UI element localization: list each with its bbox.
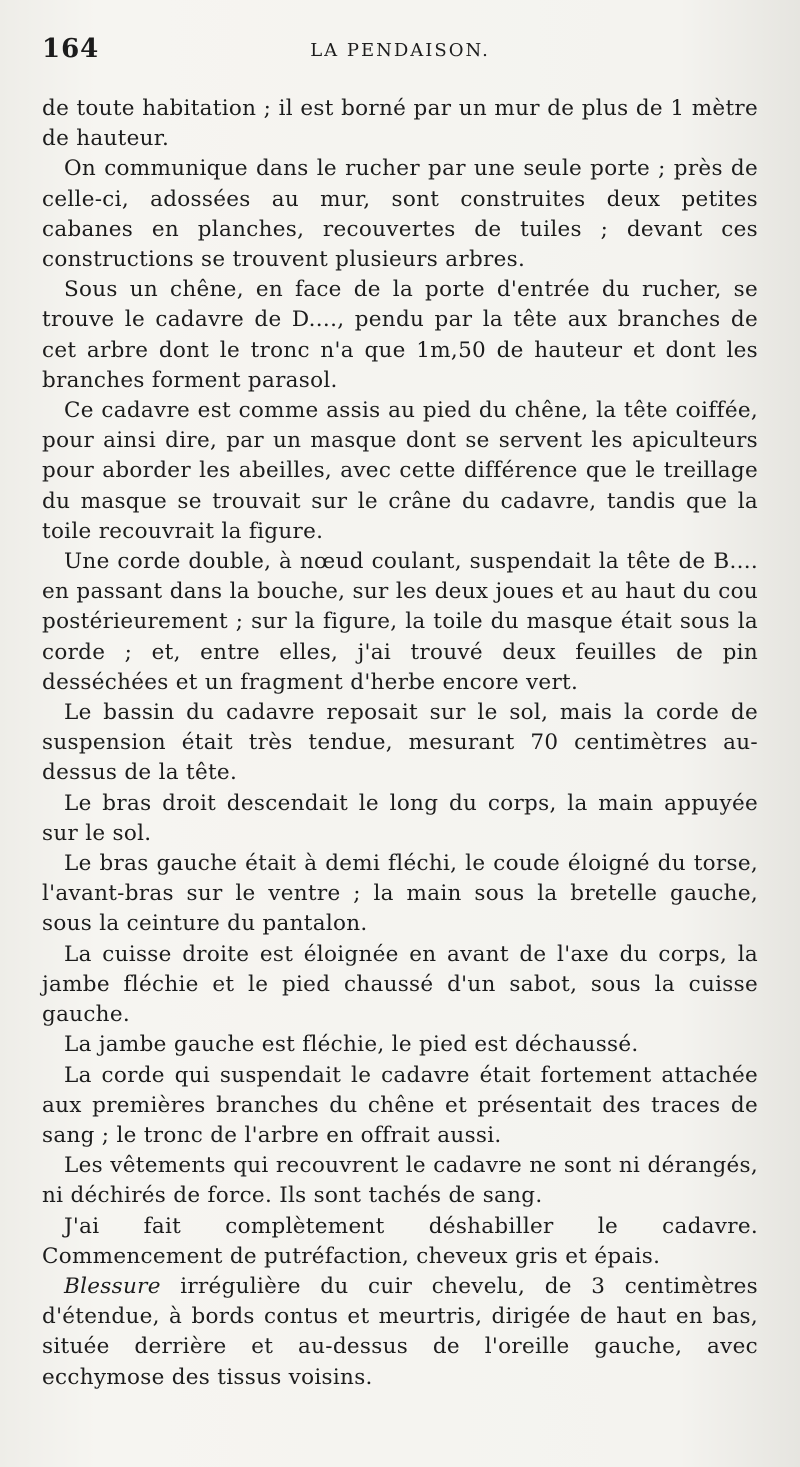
paragraph: La jambe gauche est fléchie, le pied est déchaussé.	[64, 1032, 639, 1058]
paragraph: Ce cadavre est comme assis au pied du chêne, la tête coiffée, pour ainsi dire, par un masque dont se servent les apiculteurs pour aborder les abeilles, avec cette différence que le treillage du masque se trouvait sur le crâne du cadavre, tandis que la toile recouvrait la figure.	[42, 398, 758, 544]
page-number: 164	[42, 34, 100, 64]
paragraph: de toute habitation ; il est borné par un mur de plus de 1 mètre de hauteur.	[42, 96, 758, 152]
paragraph-blessure	[42, 1272, 758, 1393]
paragraph: Sous un chêne, en face de la porte d'entrée du rucher, se trouve le cadavre de D...., pendu par la tête aux branches de cet arbre dont le tronc n'a que 1m,50 de hauteur et dont les branches forment parasol.	[42, 277, 758, 393]
paragraph: La cuisse droite est éloignée en avant de l'axe du corps, la jambe fléchie et le pied chaussé d'un sabot, sous la cuisse gauche.	[42, 941, 758, 1028]
paragraph: On communique dans le rucher par une seule porte ; près de celle-ci, adossées au mur, sont construites deux petites cabanes en planches, recouvertes de tuiles ; devant ces constructions se trouvent plusieurs arbres.	[42, 156, 758, 273]
running-head: LA PENDAISON.	[310, 40, 490, 61]
italic-lead-word: Blessure	[64, 1273, 161, 1299]
paragraph-rest: irrégulière du cuir chevelu, de 3 centimètres d'étendue, à bords contus et meurtris, dirigée de haut en bas, située derrière et au-dessus de l'oreille gauche, avec ecchymose des tissus voisins.	[42, 1273, 758, 1390]
paragraph: Le bras gauche était à demi fléchi, le coude éloigné du torse, l'avant-bras sur le ventre ; la main sous la bretelle gauche, sous la ceinture du pantalon.	[42, 851, 758, 937]
paragraph: Une corde double, à nœud coulant, suspendait la tête de B.... en passant dans la bouche, sur les deux joues et au haut du cou postérieurement ; sur la figure, la toile du masque était sous la corde ; et, entre elles, j'ai trouvé deux feuilles de pin desséchées et un fragment d'herbe encore vert.	[42, 549, 758, 695]
paragraph: Le bras droit descendait le long du corps, la main appuyée sur le sol.	[42, 790, 758, 846]
page-header	[42, 34, 758, 74]
paragraph: La corde qui suspendait le cadavre était fortement attachée aux premières branches du chêne et présentait des traces de sang ; le tronc de l'arbre en offrait aussi.	[42, 1062, 758, 1148]
paragraph: Les vêtements qui recouvrent le cadavre ne sont ni dérangés, ni déchirés de force. Ils sont tachés de sang.	[42, 1153, 758, 1209]
paragraph: Le bassin du cadavre reposait sur le sol, mais la corde de suspension était très tendue, mesurant 70 centimètres au-dessus de la tête.	[42, 700, 758, 786]
body-text	[42, 94, 758, 1393]
paragraph: J'ai fait complètement déshabiller le cadavre. Commencement de putréfaction, cheveux gris et épais.	[42, 1213, 758, 1269]
